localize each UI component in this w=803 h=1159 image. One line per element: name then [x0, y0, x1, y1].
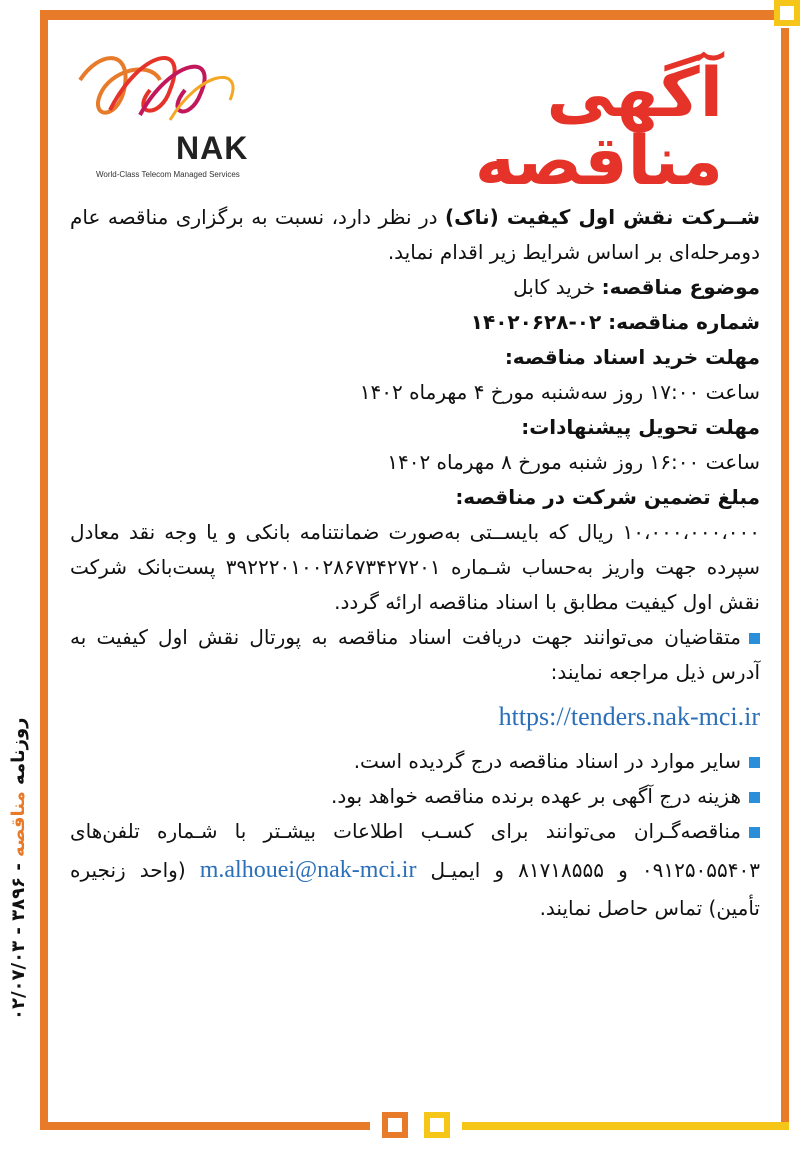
intro-text: در نظر دارد، نسبت به برگزاری مناقصه عام دومرحله‌ای بر اساس شرایط زیر اقدام نماید. [70, 205, 760, 264]
logo-swirl-icon [70, 40, 250, 140]
intro-paragraph [70, 200, 760, 270]
portal-text: متقاضیان می‌توانند جهت دریافت اسناد مناقصه به پورتال نقش اول کیفیت به آدرس ذیل مراجعه نمایند: [70, 625, 760, 684]
frame-right-border [781, 28, 789, 1128]
newspaper-side-label [8, 717, 29, 1020]
email-link[interactable]: m.alhouei@nak-mci.ir [199, 856, 417, 883]
logo-name: NAK [176, 130, 249, 166]
tenders-link[interactable]: https://tenders.nak-mci.ir [498, 702, 760, 731]
other-bullet [70, 744, 760, 779]
subject-label: موضوع مناقصه: [601, 275, 760, 299]
cost-text: هزینه درج آگهی بر عهده برنده مناقصه خواهد بود. [330, 783, 741, 808]
submission-deadline-value: ساعت ۱۶:۰۰ روز شنبه مورخ ۸ مهرماه ۱۴۰۲ [387, 450, 760, 474]
purchase-deadline-label: مهلت خرید اسناد مناقصه: [504, 345, 760, 369]
side-prefix: روزنامه [8, 717, 29, 792]
contact-text-a: مناقصه‌گـران می‌توانند برای کسـب اطلاعات بیشـتر با شـماره تلفن‌های ۰۹۱۲۵۰۵۵۴۰۳ و ۸۱۷۱۸۵۵۵ و ایمیـل [70, 818, 761, 882]
company-name: شــرکت نقش اول کیفیت (ناک) [445, 205, 760, 229]
portal-bullet [70, 620, 760, 690]
subject-value: خرید کابل [513, 275, 602, 299]
logo-subtitle: World-Class Telecom Managed Services [96, 170, 240, 179]
number-line [70, 305, 760, 340]
square-bullet-icon [749, 757, 760, 768]
corner-square-icon [382, 1112, 408, 1138]
guarantee-label: مبلغ تضمین شرکت در مناقصه: [455, 485, 760, 509]
submission-deadline-label: مهلت تحویل پیشنهادات: [521, 415, 760, 439]
side-brand: مناقصه [8, 791, 29, 857]
frame-top-border [40, 10, 775, 20]
frame-bottom-border [40, 1122, 370, 1130]
side-suffix: - ۳۸۹۶ - ۰۲/۰۷/۰۳ [8, 856, 29, 1020]
number-value: ۰۲-۱۴۰۲۰۶۲۸ [470, 310, 609, 334]
square-bullet-icon [749, 827, 760, 838]
square-bullet-icon [749, 792, 760, 803]
square-bullet-icon [749, 633, 760, 644]
other-text: سایر موارد در اسناد مناقصه درج گردیده است. [353, 748, 741, 773]
cost-bullet [70, 779, 760, 814]
guarantee-value: ۱۰،۰۰۰،۰۰۰،۰۰۰ ریال که بایســتی به‌صورت ضمانتنامه بانکی و یا وجه نقد معادل سپرده جهت واریز به‌حساب شـماره ۳۹۲۲۲۰۱۰۰۲۸۶۷۳۴۲۷۲۰۱ پست‌بانک شرکت نقش اول کیفیت مطابق با اسناد مناقصه ارائه گردد. [70, 520, 760, 614]
page-title: آگهی مناقصه [474, 54, 723, 201]
purchase-deadline-value: ساعت ۱۷:۰۰ روز سه‌شنبه مورخ ۴ مهرماه ۱۴۰۲ [359, 380, 760, 404]
corner-square-icon [774, 0, 800, 26]
notice-body [70, 200, 760, 926]
subject-line [70, 270, 760, 305]
contact-bullet [70, 814, 760, 926]
number-label: شماره مناقصه: [608, 310, 760, 334]
contact-text-b: (واحد زنجیره تأمین) تماس حاصل نمایند. [70, 857, 760, 920]
frame-bottom-border-yellow [462, 1122, 789, 1130]
corner-square-icon [424, 1112, 450, 1138]
frame-left-border [40, 10, 48, 1130]
